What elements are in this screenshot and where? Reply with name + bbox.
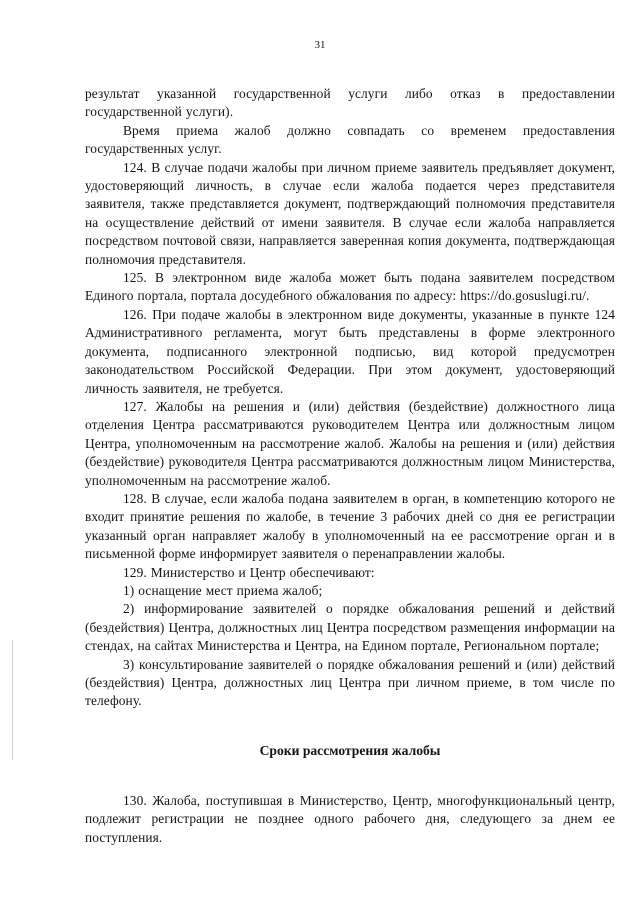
section-heading: Сроки рассмотрения жалобы bbox=[259, 742, 441, 758]
paragraph: 3) консультирование заявителей о порядке обжалования решений и (или) действий (бездействия) Центра, должностных лиц Центра при личном приеме, в том числе по телефону. bbox=[85, 656, 615, 709]
document-body bbox=[85, 85, 615, 847]
paragraph: 127. Жалобы на решения и (или) действия (бездействие) должностного лица отделения Центра рассматриваются руководителем Центра или должностным лицом Центра, уполномоченным на рассмотрение жалоб. Жалобы на решения и (или) действия (бездействие) руководителя Центра рассматриваются должностным лицом Министерства, уполномоченным на рассмотрение жалоб. bbox=[85, 398, 615, 488]
paragraph: 129. Министерство и Центр обеспечивают: bbox=[123, 564, 375, 580]
paragraph: 126. При подаче жалобы в электронном виде документы, указанные в пункте 124 Административного регламента, могут быть представлены в форме электронного документа, подписанного электронной подписью, вид которой предусмотрен законодательством Российской Федерации. При этом документ, удостоверяющий личность заявителя, не требуется. bbox=[85, 306, 615, 396]
paragraph: 130. Жалоба, поступившая в Министерство, Центр, многофункциональный центр, подлежит регистрации не позднее одного рабочего дня, следующего за днем ее поступления. bbox=[85, 792, 615, 845]
paragraph: Время приема жалоб должно совпадать со временем предоставления государственных услуг. bbox=[85, 122, 615, 157]
paragraph: 2) информирование заявителей о порядке обжалования решений и действий (бездействия) Центра, должностных лиц Центра посредством размещения информации на стендах, на сайтах Министерства и Центра, на Едином портале, Региональном портале; bbox=[85, 601, 615, 654]
paragraph-group-bottom bbox=[85, 792, 615, 847]
paragraph: 125. В электронном виде жалоба может быть подана заявителем посредством Единого портала, портала досудебного обжалования по адресу: https://do.gosuslugi.ru/. bbox=[85, 270, 615, 304]
paragraph: результат указанной государственной услуги либо отказ в предоставлении государственной услуги). bbox=[85, 86, 615, 120]
paragraph: 1) оснащение мест приема жалоб; bbox=[123, 582, 323, 598]
paragraph: 124. В случае подачи жалобы при личном приеме заявитель предъявляет документ, удостоверяющий личность, в случае если жалоба подается через представителя заявителя, также представляется документ, подтверждающий полномочия представителя на осуществление действий от имени заявителя. В случае если жалоба направляется посредством почтовой связи, направляется заверенная копия документа, подтверждающая полномочия представителя. bbox=[85, 159, 615, 267]
paragraph-group-top bbox=[85, 85, 615, 711]
scan-artifact-line bbox=[12, 640, 13, 760]
paragraph: 128. В случае, если жалоба подана заявителем в орган, в компетенцию которого не входит принятие решения по жалобе, в течение 3 рабочих дней со дня ее регистрации указанный орган направляет жалобу в уполномоченный на ее рассмотрение орган и в письменной форме информирует заявителя о перенаправлении жалобы. bbox=[85, 490, 615, 562]
page-number: 31 bbox=[314, 39, 326, 51]
